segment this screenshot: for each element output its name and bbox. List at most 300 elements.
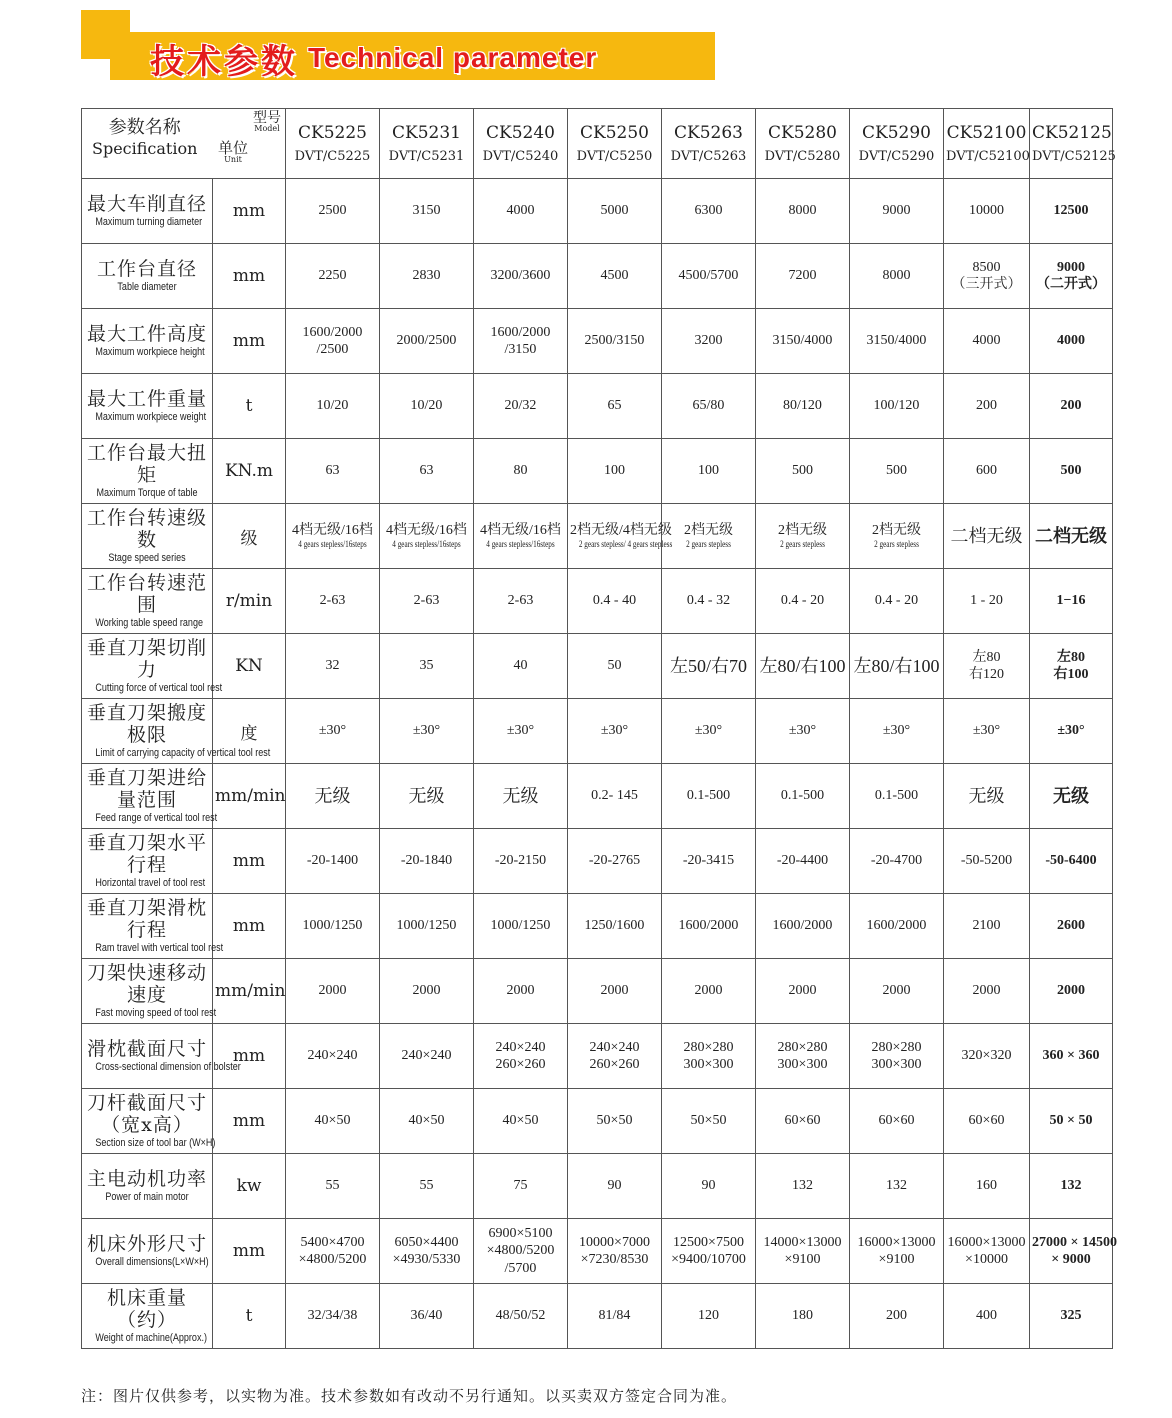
value-line: 40 [513,658,528,674]
value-line: 16000×13000 [857,1234,936,1250]
value-line: 132 [886,1178,907,1194]
value-cell [474,179,568,244]
value-cell [756,179,850,244]
value-cell [1030,1284,1113,1349]
value-line: 无级 [408,785,445,806]
value-line: 2档无级/4档无级 [570,522,672,538]
parameter-name-zh: 垂直刀架进给量范围 [86,766,207,811]
value-cell [756,764,850,829]
value-line: 325 [1060,1308,1082,1324]
value-line: ×10000 [965,1252,1008,1267]
model-header-cell [380,109,474,179]
value-line: 8000 [882,268,911,284]
model-header-cell [756,109,850,179]
value-cell [380,1219,474,1284]
value-line: 132 [792,1178,813,1194]
unit-cell: mm/min [213,959,286,1024]
value-cell [850,309,944,374]
value-line: 40×50 [408,1113,445,1129]
value-line: 81/84 [598,1308,631,1324]
value-line: 2000 [972,983,1001,999]
value-cell [380,504,474,569]
value-line: ±30° [506,723,535,739]
value-cell [286,374,380,439]
value-cell [850,1024,944,1089]
value-line: 左50/右70 [669,655,747,676]
model-header-cell [944,109,1030,179]
value-cell [286,1024,380,1089]
unit-header [218,141,248,164]
model-header-cell [286,109,380,179]
value-cell [380,764,474,829]
parameter-name-zh: 滑枕截面尺寸 [86,1037,207,1060]
value-cell [286,569,380,634]
value-line: 2500/3150 [584,333,645,349]
value-line: ±30° [412,723,441,739]
table-row [82,1219,1113,1284]
value-cell [756,634,850,699]
value-cell [286,699,380,764]
parameter-name-zh: 机床重量（约） [106,1286,187,1331]
parameter-cell [82,569,213,634]
table-row [82,894,1113,959]
value-line: 6300 [694,203,723,219]
value-cell [662,634,756,699]
value-cell [474,1219,568,1284]
value-cell [568,764,662,829]
value-line: 3200 [694,333,723,349]
model-name: CK5240 [486,123,555,143]
value-line: 2档无级 [872,522,921,538]
value-line: 1600/2000 [866,918,927,934]
value-line: 4档无级/16档 [386,522,467,538]
value-cell [944,699,1030,764]
parameter-cell [82,1284,213,1349]
value-cell [380,894,474,959]
parameter-name-zh: 最大工件重量 [86,387,207,410]
table-row [82,504,1113,569]
value-cell [474,699,568,764]
value-line: 1 - 20 [970,593,1003,609]
parameter-name-zh: 机床外形尺寸 [86,1232,207,1255]
value-line: 280×280 [683,1039,734,1055]
value-line: 0.4 - 40 [592,593,637,609]
value-line: 14000×13000 [763,1234,842,1250]
value-line: 1000/1250 [302,918,363,934]
value-line: 16000×13000 [947,1234,1026,1250]
value-cell [568,1284,662,1349]
value-cell [474,829,568,894]
value-cell [944,374,1030,439]
value-line: 600 [976,463,997,479]
value-cell [1030,504,1113,569]
value-line: ±30° [1057,723,1085,739]
value-cell [380,634,474,699]
parameter-cell [82,439,213,504]
value-cell [662,764,756,829]
model-alt-name: DVT/C52100 [946,149,1030,164]
value-cell [944,959,1030,1024]
unit-cell: r/min [213,569,286,634]
value-line: ±30° [600,723,629,739]
value-line: 132 [1060,1178,1082,1194]
value-line: -20-1400 [306,853,359,869]
value-line: -20-4700 [870,853,923,869]
value-cell [568,374,662,439]
value-line: 2500 [318,203,347,219]
value-line: 4000 [1057,333,1085,349]
value-line: 2 gears stepless/ 4 gears stepless [578,539,673,550]
parameter-name-zh: 工作台转速级数 [86,506,207,551]
unit-cell: mm [213,309,286,374]
value-cell [662,1024,756,1089]
parameter-cell [82,179,213,244]
value-cell [568,179,662,244]
value-line: 240×240 [495,1039,546,1055]
value-line: 12500 [1053,203,1089,219]
value-line: 90 [701,1178,716,1194]
model-alt-name: DVT/C5231 [388,149,465,164]
value-cell [756,699,850,764]
value-cell [662,959,756,1024]
value-cell [568,1219,662,1284]
value-line: 60×60 [878,1113,915,1129]
value-line: 6050×4400 [394,1234,459,1250]
parameter-cell [82,244,213,309]
value-line: -20-3415 [682,853,735,869]
value-cell [756,1024,850,1089]
parameter-cell [82,374,213,439]
value-cell [474,764,568,829]
value-cell [756,439,850,504]
value-cell [944,634,1030,699]
value-cell [662,1154,756,1219]
value-line: 4 gears stepless/16steps [486,539,555,550]
value-cell [1030,634,1113,699]
model-name: CK52125 [1032,123,1112,143]
value-line: 2档无级 [684,522,733,538]
value-cell [756,244,850,309]
value-line: 100 [698,463,719,479]
value-cell [850,244,944,309]
header-corner-cell [82,109,286,179]
parameter-name-en: Limit of carrying capacity of vertical tool rest [95,746,271,759]
value-line: 240×240 [307,1048,358,1064]
parameter-name-en: Ram travel with vertical tool rest [95,941,224,954]
parameter-name-en: Maximum workpiece weight [95,410,207,423]
value-cell [474,634,568,699]
value-cell [1030,374,1113,439]
value-line: 10000 [969,203,1004,219]
value-cell [662,1089,756,1154]
value-line: 90 [607,1178,622,1194]
parameter-name-en: Table diameter [117,280,177,293]
model-name: CK5231 [392,123,461,143]
value-cell [286,1219,380,1284]
table-row [82,439,1113,504]
value-cell [380,374,474,439]
value-cell [474,1024,568,1089]
value-cell [286,309,380,374]
value-cell [662,1284,756,1349]
model-alt-name: DVT/C5280 [764,149,841,164]
model-header-cell [662,109,756,179]
page-title-zh: 技术参数 [150,41,298,82]
parameter-name-zh: 工作台转速范围 [86,571,207,616]
value-cell [662,504,756,569]
value-line: /3150 [504,342,537,357]
value-cell [662,374,756,439]
table-row [82,1154,1113,1219]
model-alt-name: DVT/C5290 [858,149,935,164]
parameter-name-en: Cutting force of vertical tool rest [95,681,223,694]
value-line: 1600/2000 [772,918,833,934]
value-line: 320×320 [961,1048,1012,1064]
value-cell [756,959,850,1024]
value-line: 10000×7000 [579,1234,650,1250]
table-row [82,1089,1113,1154]
value-line: 5000 [600,203,629,219]
value-line: 65 [607,398,622,414]
value-cell [944,1089,1030,1154]
value-cell [756,829,850,894]
value-line: 5400×4700 [300,1234,365,1250]
parameter-name-en: Stage speed series [108,551,186,564]
value-cell [568,829,662,894]
value-line: -20-2765 [588,853,641,869]
value-cell [1030,309,1113,374]
value-line: 240×240 [589,1039,640,1055]
value-line: 2000 [318,983,347,999]
value-line: 4000 [972,333,1001,349]
value-line: 4500/5700 [678,268,739,284]
value-cell [662,439,756,504]
parameter-cell [82,1219,213,1284]
header-row [82,109,1113,179]
value-cell [380,699,474,764]
unit-cell: KN [213,634,286,699]
value-line: 2000 [788,983,817,999]
value-line: 400 [976,1308,997,1324]
value-cell [756,894,850,959]
parameter-name-zh: 刀杆截面尺寸（宽x高） [86,1091,207,1136]
value-cell [850,179,944,244]
value-line: ±30° [694,723,723,739]
value-cell [850,699,944,764]
value-cell [850,959,944,1024]
value-line: 2-63 [507,593,534,609]
value-line: 300×300 [777,1057,828,1072]
value-line: 左80 [972,649,1001,665]
table-row [82,634,1113,699]
value-line: 2000 [600,983,629,999]
value-cell [944,244,1030,309]
value-cell [850,1284,944,1349]
value-cell [474,504,568,569]
value-line: 0.4 - 32 [686,593,731,609]
model-name: CK5263 [674,123,743,143]
value-cell [662,1219,756,1284]
value-cell [1030,1089,1113,1154]
parameter-cell [82,829,213,894]
value-line: 2档无级 [778,522,827,538]
spec-header-en: Specification [92,138,198,158]
value-line: 4500 [600,268,629,284]
value-cell [1030,179,1113,244]
value-cell [286,1089,380,1154]
value-line: 12500×7500 [673,1234,744,1250]
value-line: ±30° [318,723,347,739]
value-line: 3150 [412,203,441,219]
value-line: × 9000 [1051,1252,1091,1267]
value-cell [944,309,1030,374]
parameter-name-zh: 垂直刀架滑枕行程 [86,896,207,941]
model-alt-name: DVT/C5263 [670,149,747,164]
unit-cell: 级 [213,504,286,569]
unit-cell: mm/min [213,764,286,829]
parameter-name-en: Maximum turning diameter [95,215,203,228]
value-cell [380,829,474,894]
value-line: ±30° [882,723,911,739]
value-cell [944,504,1030,569]
value-line: 60×60 [784,1113,821,1129]
value-cell [756,1219,850,1284]
value-line: 50×50 [596,1113,633,1129]
value-line: 3150/4000 [866,333,927,349]
value-cell [286,1284,380,1349]
value-line: 0.4 - 20 [874,593,919,609]
parameter-cell [82,504,213,569]
value-cell [850,1154,944,1219]
value-line: ×9100 [878,1252,915,1267]
value-line: 2000 [1057,983,1085,999]
value-line: ×7230/8530 [580,1252,649,1267]
parameter-name-zh: 垂直刀架搬度极限 [86,701,207,746]
value-line: -50-5200 [960,853,1013,869]
value-cell [380,179,474,244]
parameter-name-zh: 主电动机功率 [86,1167,207,1190]
unit-cell: KN.m [213,439,286,504]
value-cell [756,309,850,374]
value-cell [756,504,850,569]
value-cell [1030,1219,1117,1284]
unit-cell: mm [213,829,286,894]
value-cell [850,1089,944,1154]
model-header-cell [474,109,568,179]
value-line: ×4800/5200 [298,1252,367,1267]
value-line: 2250 [318,268,347,284]
value-line: 4 gears stepless/16steps [392,539,461,550]
value-cell [1030,829,1113,894]
footnote: 注：图片仅供参考，以实物为准。技术参数如有改动不另行通知。以买卖双方签定合同为准。 [81,1387,738,1405]
page-title [150,34,597,82]
value-cell [944,1284,1030,1349]
value-cell [568,569,662,634]
value-cell [380,1284,474,1349]
value-cell [1030,1154,1113,1219]
value-line: 4000 [506,203,535,219]
parameter-name-en: Weight of machine(Approx.) [95,1331,207,1344]
value-line: 300×300 [871,1057,922,1072]
parameter-name-en: Maximum Torque of table [96,486,198,499]
value-cell [944,569,1030,634]
model-header-cell [568,109,662,179]
value-line: 2100 [972,918,1001,934]
value-line: /2500 [316,342,349,357]
value-line: 8000 [788,203,817,219]
value-line: 二档无级 [1035,525,1107,546]
model-alt-name: DVT/C5240 [482,149,559,164]
value-line: 左80/右100 [759,655,846,676]
value-line: 无级 [314,785,351,806]
value-line: ±30° [788,723,817,739]
value-line: 右120 [969,667,1004,682]
value-line: 0.4 - 20 [780,593,825,609]
value-line: 10/20 [410,398,443,414]
value-cell [662,569,756,634]
parameter-name-zh: 工作台直径 [96,257,197,280]
value-line: 50 [607,658,622,674]
parameter-name-zh: 最大工件高度 [86,322,207,345]
value-cell [568,1154,662,1219]
value-cell [1030,959,1113,1024]
value-line: ×9100 [784,1252,821,1267]
value-line: 160 [976,1178,997,1194]
value-cell [756,1284,850,1349]
value-line: 2 gears stepless [686,539,731,550]
parameter-cell [82,699,271,764]
value-line: 100 [604,463,625,479]
value-line: 1250/1600 [584,918,645,934]
value-line: -20-1840 [400,853,453,869]
value-cell [662,829,756,894]
value-cell [850,829,944,894]
value-cell [756,374,850,439]
parameter-cell [82,1024,241,1089]
model-name: CK5250 [580,123,649,143]
value-cell [1030,764,1113,829]
value-cell [474,1154,568,1219]
table-row [82,699,1113,764]
model-name: CK5290 [862,123,931,143]
value-line: 20/32 [504,398,537,414]
parameter-cell [82,959,217,1024]
value-line: ±30° [972,723,1001,739]
value-line: 2000/2500 [396,333,457,349]
value-line: 200 [976,398,997,414]
value-line: ×4800/5200 [486,1243,555,1259]
value-cell [286,244,380,309]
spec-header-zh: 参数名称 [108,117,181,138]
parameter-name-zh: 垂直刀架水平行程 [86,831,207,876]
value-line: 0.1-500 [780,788,825,804]
value-line: 50 × 50 [1049,1113,1093,1129]
value-line: 4档无级/16档 [292,522,373,538]
value-line: 2000 [882,983,911,999]
value-line: 8500 [972,259,1001,275]
value-cell [944,764,1030,829]
unit-cell: mm [213,1089,286,1154]
value-cell [568,959,662,1024]
table-row [82,309,1113,374]
value-line: 2600 [1057,918,1085,934]
value-line: 0.1-500 [874,788,919,804]
value-line: 9000 [1057,259,1085,275]
value-line: 7200 [788,268,817,284]
value-line: 40×50 [502,1113,539,1129]
model-name: CK52100 [946,123,1027,143]
value-line: 75 [513,1178,528,1194]
